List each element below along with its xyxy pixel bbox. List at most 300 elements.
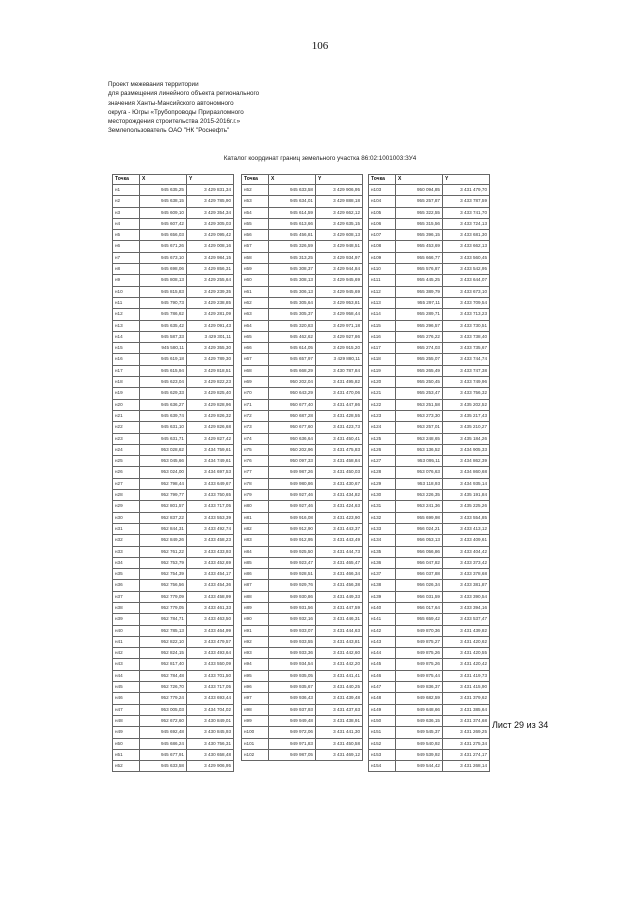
table-row (369, 659, 490, 670)
cell-point: н54 (242, 207, 269, 218)
table-row (113, 478, 234, 489)
cell-x: 953 076,63 (396, 467, 443, 478)
cell-point: н52 (113, 761, 140, 772)
table-row (369, 286, 490, 297)
cell-point: н127 (369, 456, 396, 467)
cell-point: н91 (242, 625, 269, 636)
cell-y: 3 433 458,23 (187, 535, 234, 546)
column-header-y: Y (316, 175, 363, 185)
table-row (113, 648, 234, 659)
column-header-y: Y (443, 175, 490, 185)
cell-point: н48 (113, 715, 140, 726)
cell-y: 3 433 749,96 (443, 377, 490, 388)
cell-point: н153 (369, 749, 396, 760)
cell-x: 949 935,05 (269, 670, 316, 681)
cell-point: н2 (113, 196, 140, 207)
cell-point: н114 (369, 309, 396, 320)
table-row (242, 252, 363, 263)
cell-point: н3 (113, 207, 140, 218)
table-row (113, 580, 234, 591)
cell-point: н42 (113, 648, 140, 659)
cell-point: н76 (242, 456, 269, 467)
cell-point: н88 (242, 591, 269, 602)
cell-x: 945 614,59 (269, 207, 316, 218)
cell-y: 3 434 749,61 (187, 456, 234, 467)
cell-y: 3 434 862,39 (443, 456, 490, 467)
cell-y: 3 429 906,95 (316, 185, 363, 196)
coordinates-table-3 (368, 174, 490, 772)
cell-x: 949 936,43 (269, 693, 316, 704)
cell-y: 3 429 888,18 (316, 196, 363, 207)
cell-y: 3 429 635,15 (316, 218, 363, 229)
cell-x: 945 634,01 (269, 196, 316, 207)
cell-point: н78 (242, 478, 269, 489)
cell-y: 3 431 441,30 (316, 727, 363, 738)
cell-y: 3 435 210,27 (443, 422, 490, 433)
cell-y: 3 433 373,42 (443, 557, 490, 568)
table-row (242, 557, 363, 568)
cell-point: н96 (242, 682, 269, 693)
cell-point: н35 (113, 569, 140, 580)
cell-point: н52 (242, 185, 269, 196)
cell-x: 945 815,83 (140, 286, 187, 297)
cell-point: н99 (242, 715, 269, 726)
cell-y: 3 429 934,97 (316, 252, 363, 263)
cell-y: 3 434 860,68 (443, 467, 490, 478)
cell-x: 949 648,66 (396, 704, 443, 715)
cell-point: н29 (113, 501, 140, 512)
page-number: 106 (311, 40, 329, 52)
cell-point: н75 (242, 444, 269, 455)
cell-x: 956 031,59 (396, 591, 443, 602)
cell-y: 3 434 905,33 (443, 444, 490, 455)
cell-y: 3 429 945,69 (316, 275, 363, 286)
cell-point: н80 (242, 501, 269, 512)
cell-point: н36 (113, 580, 140, 591)
cell-x: 953 024,00 (140, 467, 187, 478)
table-row (242, 535, 363, 546)
cell-x: 949 933,36 (269, 648, 316, 659)
cell-x: 955 315,56 (396, 218, 443, 229)
cell-point: н111 (369, 275, 396, 286)
cell-point: н74 (242, 433, 269, 444)
cell-x: 952 754,39 (140, 569, 187, 580)
cell-y: 3 433 454,36 (187, 580, 234, 591)
cell-point: н61 (242, 286, 269, 297)
table-row (369, 749, 490, 760)
cell-x: 955 253,47 (396, 388, 443, 399)
cell-y: 3 429 953,81 (316, 297, 363, 308)
cell-y: 3 429 927,86 (316, 331, 363, 342)
cell-y: 3 431 275,34 (443, 738, 490, 749)
cell-x: 955 274,03 (396, 343, 443, 354)
table-row (242, 659, 363, 670)
cell-point: н38 (113, 602, 140, 613)
table-row (369, 761, 490, 772)
cell-point: н49 (113, 727, 140, 738)
cell-y: 3 429 945,69 (316, 286, 363, 297)
cell-x: 945 686,24 (140, 738, 187, 749)
table-row (242, 512, 363, 523)
table-row (113, 444, 234, 455)
cell-y: 3 433 681,30 (443, 230, 490, 241)
cell-x: 955 389,79 (396, 286, 443, 297)
cell-x: 950 094,85 (396, 185, 443, 196)
cell-x: 949 836,37 (396, 682, 443, 693)
cell-y: 3 433 433,93 (187, 546, 234, 557)
table-row (242, 230, 363, 241)
cell-y: 3 435 184,26 (443, 433, 490, 444)
table-row (242, 625, 363, 636)
cell-point: н14 (113, 331, 140, 342)
table-row (242, 715, 363, 726)
table-row (113, 264, 234, 275)
cell-y: 3 429 255,64 (187, 275, 234, 286)
cell-y: 3 429 095,42 (187, 230, 234, 241)
cell-y: 3 431 442,60 (316, 648, 363, 659)
cell-x: 950 643,29 (269, 388, 316, 399)
cell-y: 3 431 438,91 (316, 715, 363, 726)
cell-x: 953 005,03 (140, 704, 187, 715)
cell-point: н55 (242, 218, 269, 229)
cell-x: 953 136,52 (396, 444, 443, 455)
cell-point: н22 (113, 422, 140, 433)
cell-point: н92 (242, 636, 269, 647)
cell-x: 952 844,31 (140, 523, 187, 534)
cell-x: 949 927,46 (269, 501, 316, 512)
cell-x: 955 265,49 (396, 365, 443, 376)
table-row (369, 331, 490, 342)
table-row (242, 286, 363, 297)
cell-point: н67 (242, 354, 269, 365)
table-row (369, 625, 490, 636)
cell-y: 3 431 449,33 (316, 591, 363, 602)
cell-y: 3 431 495,82 (316, 377, 363, 388)
cell-point: н97 (242, 693, 269, 704)
cell-y: 3 429 239,35 (187, 286, 234, 297)
table-row (113, 196, 234, 207)
cell-y: 3 433 713,23 (443, 309, 490, 320)
header-line: Землепользователь ОАО "НК "Роснефть" (108, 127, 230, 135)
table-row (242, 727, 363, 738)
cell-y: 3 431 479,70 (443, 185, 490, 196)
cell-point: н110 (369, 264, 396, 275)
cell-x: 950 097,33 (269, 456, 316, 467)
table-row (369, 399, 490, 410)
cell-point: н122 (369, 399, 396, 410)
cell-x: 945 305,64 (269, 297, 316, 308)
cell-point: н43 (113, 659, 140, 670)
table-row (242, 399, 363, 410)
cell-y: 3 433 542,95 (443, 264, 490, 275)
cell-y: 3 433 747,38 (443, 365, 490, 376)
table-row (369, 377, 490, 388)
cell-point: н11 (113, 297, 140, 308)
cell-x: 955 453,69 (396, 241, 443, 252)
cell-point: н41 (113, 636, 140, 647)
cell-y: 3 431 437,63 (316, 704, 363, 715)
cell-x: 953 257,01 (396, 422, 443, 433)
cell-point: н108 (369, 241, 396, 252)
cell-x: 952 779,05 (140, 602, 187, 613)
cell-x: 949 929,76 (269, 580, 316, 591)
table-row (113, 343, 234, 354)
cell-y: 3 431 443,49 (316, 535, 363, 546)
cell-point: н140 (369, 602, 396, 613)
table-row (369, 320, 490, 331)
table-row (369, 636, 490, 647)
cell-x: 949 875,27 (396, 636, 443, 647)
cell-point: н18 (113, 377, 140, 388)
cell-y: 3 433 458,99 (187, 591, 234, 602)
cell-point: н45 (113, 682, 140, 693)
table-header-row (113, 175, 234, 185)
cell-x: 949 682,59 (396, 693, 443, 704)
cell-y: 3 433 756,32 (443, 388, 490, 399)
table-row (242, 670, 363, 681)
table-row (113, 490, 234, 501)
cell-point: н44 (113, 670, 140, 681)
table-row (113, 693, 234, 704)
table-row (113, 704, 234, 715)
cell-y: 3 433 454,17 (187, 569, 234, 580)
cell-x: 952 784,48 (140, 670, 187, 681)
table-row (369, 591, 490, 602)
table-row (242, 682, 363, 693)
cell-point: н141 (369, 614, 396, 625)
cell-x: 949 923,47 (269, 557, 316, 568)
cell-y: 3 433 492,74 (187, 523, 234, 534)
cell-x: 955 297,11 (396, 297, 443, 308)
table-row (369, 252, 490, 263)
cell-x: 949 927,46 (269, 490, 316, 501)
table-row (242, 241, 363, 252)
cell-y: 3 433 717,05 (187, 682, 234, 693)
cell-y: 3 429 915,20 (316, 343, 363, 354)
cell-y: 3 431 466,34 (316, 569, 363, 580)
cell-y: 3 433 554,85 (443, 512, 490, 523)
table-row (113, 354, 234, 365)
cell-y: 3 431 430,67 (316, 478, 363, 489)
cell-y: 3 433 741,70 (443, 207, 490, 218)
cell-x: 952 849,26 (140, 535, 187, 546)
cell-y: 3 429 091,43 (187, 320, 234, 331)
cell-y: 3 433 390,54 (443, 591, 490, 602)
table-row (369, 512, 490, 523)
cell-x: 945 615,94 (140, 365, 187, 376)
cell-y: 3 431 446,31 (316, 614, 363, 625)
cell-point: н123 (369, 410, 396, 421)
table-row (113, 670, 234, 681)
cell-x: 945 580,11 (140, 343, 187, 354)
cell-x: 945 308,37 (269, 264, 316, 275)
table-row (369, 218, 490, 229)
cell-point: н120 (369, 377, 396, 388)
cell-point: н17 (113, 365, 140, 376)
cell-y: 3 434 759,61 (187, 444, 234, 455)
cell-x: 949 539,92 (396, 749, 443, 760)
cell-y: 3 429 785,90 (187, 196, 234, 207)
table-row (113, 422, 234, 433)
cell-x: 945 456,81 (269, 230, 316, 241)
cell-x: 953 045,66 (140, 456, 187, 467)
cell-point: н68 (242, 365, 269, 376)
cell-x: 945 614,05 (269, 343, 316, 354)
table-row (369, 207, 490, 218)
table-row (113, 320, 234, 331)
cell-y: 3 433 381,87 (443, 580, 490, 591)
column-header-x: X (396, 175, 443, 185)
table-row (113, 331, 234, 342)
table-row (113, 218, 234, 229)
cell-point: н124 (369, 422, 396, 433)
cell-y: 3 433 550,09 (187, 659, 234, 670)
cell-y: 3 431 419,73 (443, 670, 490, 681)
cell-y: 3 433 378,68 (443, 569, 490, 580)
table-row (242, 264, 363, 275)
cell-x: 955 445,25 (396, 275, 443, 286)
cell-x: 955 699,98 (396, 512, 443, 523)
column-header-point: Точка (113, 175, 140, 185)
table-row (242, 738, 363, 749)
cell-point: н117 (369, 343, 396, 354)
table-header-row (242, 175, 363, 185)
table-row (113, 523, 234, 534)
cell-point: н145 (369, 659, 396, 670)
cell-y: 3 429 906,95 (187, 761, 234, 772)
table-row (369, 569, 490, 580)
cell-point: н25 (113, 456, 140, 467)
cell-y: 3 433 409,61 (443, 535, 490, 546)
cell-x: 945 786,62 (140, 309, 187, 320)
cell-y: 3 433 701,50 (187, 670, 234, 681)
cell-y: 3 431 268,14 (443, 761, 490, 772)
cell-y: 3 431 269,25 (443, 727, 490, 738)
table-row (242, 501, 363, 512)
cell-y: 3 431 274,17 (443, 749, 490, 760)
cell-y: 3 429 825,40 (187, 388, 234, 399)
cell-x: 949 933,07 (269, 625, 316, 636)
cell-point: н150 (369, 715, 396, 726)
cell-x: 945 635,25 (140, 185, 187, 196)
table-row (113, 410, 234, 421)
cell-y: 3 429 826,68 (187, 422, 234, 433)
table-row (242, 218, 363, 229)
table-row (369, 410, 490, 421)
cell-x: 945 607,42 (140, 218, 187, 229)
cell-y: 3 429 984,15 (187, 252, 234, 263)
column-header-x: X (140, 175, 187, 185)
table-row (242, 343, 363, 354)
table-row (369, 546, 490, 557)
cell-x: 952 822,10 (140, 636, 187, 647)
table-row (242, 433, 363, 444)
cell-x: 952 824,15 (140, 648, 187, 659)
table-row (113, 557, 234, 568)
table-row (242, 388, 363, 399)
table-row (369, 388, 490, 399)
cell-y: 3 433 394,16 (443, 602, 490, 613)
cell-point: н138 (369, 580, 396, 591)
cell-point: н102 (242, 749, 269, 760)
table-row (113, 275, 234, 286)
cell-x: 949 875,44 (396, 670, 443, 681)
cell-x: 945 671,26 (140, 241, 187, 252)
catalog-title: Каталог координат границ земельного участка 86:02:1001003:ЗУ4 (223, 155, 417, 162)
cell-x: 949 636,15 (396, 715, 443, 726)
cell-x: 949 971,83 (269, 738, 316, 749)
cell-y: 3 431 443,37 (316, 523, 363, 534)
cell-point: н118 (369, 354, 396, 365)
header-line: округа - Югры «Трубопроводы Приразломного (108, 108, 244, 116)
cell-y: 3 431 456,38 (316, 580, 363, 591)
cell-point: н62 (242, 297, 269, 308)
cell-point: н85 (242, 557, 269, 568)
cell-x: 952 837,22 (140, 512, 187, 523)
cell-y: 3 433 404,42 (443, 546, 490, 557)
table-header-row (369, 175, 490, 185)
cell-y: 3 433 649,67 (187, 478, 234, 489)
cell-x: 949 875,26 (396, 659, 443, 670)
table-row (369, 354, 490, 365)
table-row (369, 241, 490, 252)
cell-point: н83 (242, 535, 269, 546)
table-row (242, 377, 363, 388)
cell-point: н84 (242, 546, 269, 557)
table-row (369, 682, 490, 693)
cell-x: 955 396,15 (396, 230, 443, 241)
table-row (369, 422, 490, 433)
cell-point: н149 (369, 704, 396, 715)
cell-y: 3 433 537,47 (443, 614, 490, 625)
cell-y: 3 433 693,44 (187, 693, 234, 704)
cell-point: н39 (113, 614, 140, 625)
cell-y: 3 433 673,10 (443, 286, 490, 297)
cell-x: 945 320,83 (269, 320, 316, 331)
cell-x: 949 933,55 (269, 636, 316, 647)
cell-point: н81 (242, 512, 269, 523)
table-row (113, 761, 234, 772)
cell-x: 952 779,09 (140, 591, 187, 602)
cell-x: 949 544,42 (396, 761, 443, 772)
cell-point: н121 (369, 388, 396, 399)
cell-point: н112 (369, 286, 396, 297)
cell-y: 3 433 479,57 (187, 636, 234, 647)
cell-y: 3 433 452,69 (187, 557, 234, 568)
cell-y: 3 430 658,48 (187, 749, 234, 760)
cell-point: н89 (242, 602, 269, 613)
cell-y: 3 435 225,26 (443, 501, 490, 512)
cell-x: 945 698,06 (140, 264, 187, 275)
table-row (242, 523, 363, 534)
cell-point: н65 (242, 331, 269, 342)
cell-y: 3 431 420,42 (443, 659, 490, 670)
cell-point: н142 (369, 625, 396, 636)
cell-y: 3 431 379,62 (443, 693, 490, 704)
cell-y: 3 431 447,86 (316, 399, 363, 410)
cell-y: 3 431 450,41 (316, 433, 363, 444)
cell-y: 3 430 787,84 (316, 365, 363, 376)
coordinates-table-1 (112, 174, 234, 772)
cell-x: 945 790,73 (140, 297, 187, 308)
table-row (369, 264, 490, 275)
cell-x: 949 931,56 (269, 602, 316, 613)
cell-point: н131 (369, 501, 396, 512)
cell-x: 956 047,82 (396, 557, 443, 568)
cell-point: н1 (113, 185, 140, 196)
table-row (242, 749, 363, 760)
cell-y: 3 431 420,55 (443, 648, 490, 659)
